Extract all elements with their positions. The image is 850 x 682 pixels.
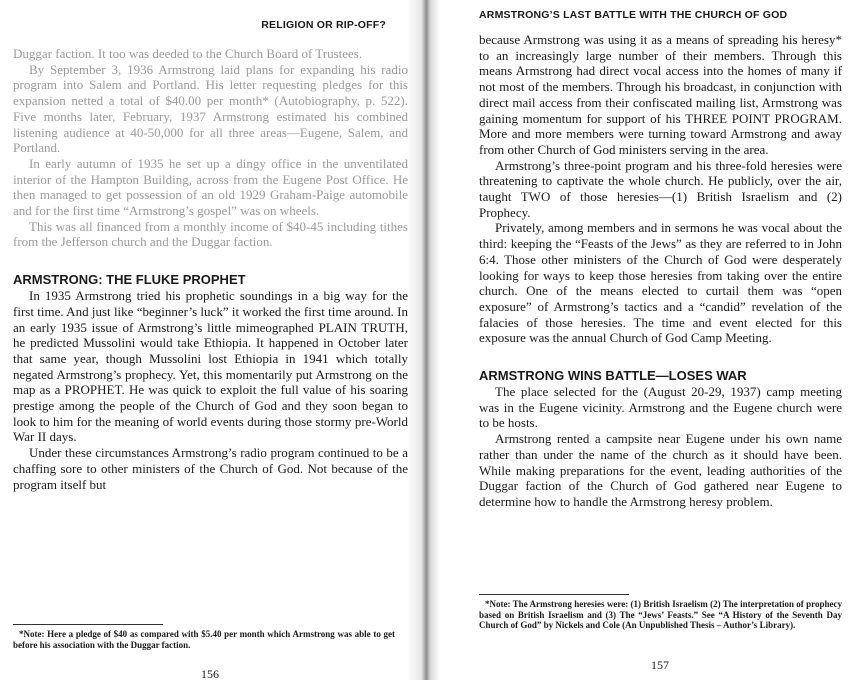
footnote xyxy=(13,624,395,650)
running-header: RELIGION OR RIP-OFF? xyxy=(261,19,386,31)
footnote xyxy=(479,594,842,631)
footnote-text: *Note: The Armstrong heresies were: (1) British Israelism (2) The interpretation of prophecy based on British Israelism and (3) The “Jews’ Feasts.” See “A History of the Seventh Day Church of God” by Nickels and Cole (An Unpublished Thesis – Author’s Library). xyxy=(479,599,842,630)
paragraph: Under these circumstances Armstrong’s radio program continued to be a chaffing sore to other ministers of the Church of God. Not because of the program itself but xyxy=(13,445,408,492)
paragraph: because Armstrong was using it as a means of spreading his heresy* to an increasingly large number of their members. Through this means Armstrong had direct vocal access into the homes of many if not most of the members. Through his broadcast, in conjunction with direct mail access from their confiscated mailing list, Armstrong was gaining momentum for support of his THREE POINT PROGRAM. More and more members were turning toward Armstrong and away from other Church of God ministers serving in the area. xyxy=(479,32,842,157)
paragraph: Armstrong’s three-point program and his three-fold heresies were threatening to captivate the whole church. He publicly, over the air, taught TWO of those heresies—(1) British Israelism and (2) Prophecy. xyxy=(479,157,842,220)
paragraph: Armstrong rented a campsite near Eugene under his own name rather than under the name of the church as it should have been. While making preparations for the event, leading authorities of the Duggar faction of the Church of God gathered near Eugene to determine how to handle the Armstrong heresy problem. xyxy=(479,431,842,509)
paragraph: Privately, among members and in sermons he was vocal about the third: keeping the “Feasts of the Jews” as they are referred to in John 6:4. Those other ministers of the Church of God were desperately looking for ways to keep those heresies from taking over the entire church. One of the means elected to curtail them was “open exposure” of Armstrong’s tactics and a “candid” revelation of the falacies of those heresies. The time and event elected for this exposure was the annual Church of God Camp Meeting. xyxy=(479,220,842,346)
faded-text-block xyxy=(13,46,408,250)
running-header: ARMSTRONG’S LAST BATTLE WITH THE CHURCH OF GOD xyxy=(479,9,788,21)
footnote-rule xyxy=(13,624,163,625)
page-number: 157 xyxy=(651,658,669,672)
section-heading: ARMSTRONG: THE FLUKE PROPHET xyxy=(13,272,246,288)
footnote-text: *Note: Here a pledge of $40 as compared with $5.40 per month which Armstrong was able to get before his association with the Duggar faction. xyxy=(13,629,395,650)
page-number: 156 xyxy=(201,667,219,681)
section-heading: ARMSTRONG WINS BATTLE—LOSES WAR xyxy=(479,368,747,384)
left-page xyxy=(0,0,420,680)
paragraph: In 1935 Armstrong tried his prophetic soundings in a big way for the first time. And just like “beginner’s luck” it worked the first time around. In an early 1935 issue of Armstrong’s little mimeographed PLAIN TRUTH, he predicted Mussolini would take Ethiopia. It happened in October later that same year, though Mussolini lost Ethiopia in 1941 which totally negated Armstrong’s prophecy. Yet, this momentarily put Armstrong on the map as a PROPHET. He was quick to exploit the full value of his soaring prestige among the people of the Church of God and they soon began to look to him for the meaning of world events during those stormy pre-World War II days. xyxy=(13,288,408,445)
footnote-rule xyxy=(479,594,629,595)
paragraph: This was all financed from a monthly income of $40-45 including tithes from the Jefferson church and the Duggar faction. xyxy=(13,218,408,250)
paragraph: The place selected for the (August 20-29, 1937) camp meeting was in the Eugene vicinity. Armstrong and the Eugene church were to be hosts. xyxy=(479,384,842,431)
paragraph: Duggar faction. It too was deeded to the Church Board of Trustees. xyxy=(13,46,363,61)
paragraph: In early autumn of 1935 he set up a dingy office in the unventilated interior of the Hampton Building, across from the Eugene Post Office. He then managed to get possession of an old 1929 Graham-Paige automobile and for the first time “Armstrong’s gospel” was on wheels. xyxy=(13,155,408,219)
right-page xyxy=(433,0,850,680)
paragraph: By September 3, 1936 Armstrong laid plans for expanding his radio program into Salem and Portland. His letter requesting pledges for this expansion netted a total of $40.00 per month* (Autobiography, p. 522). Five months later, February, 1937 Armstrong estimated his combined listening audience at 40-50,000 for all three areas—Eugene, Salem, and Portland. xyxy=(13,61,408,156)
